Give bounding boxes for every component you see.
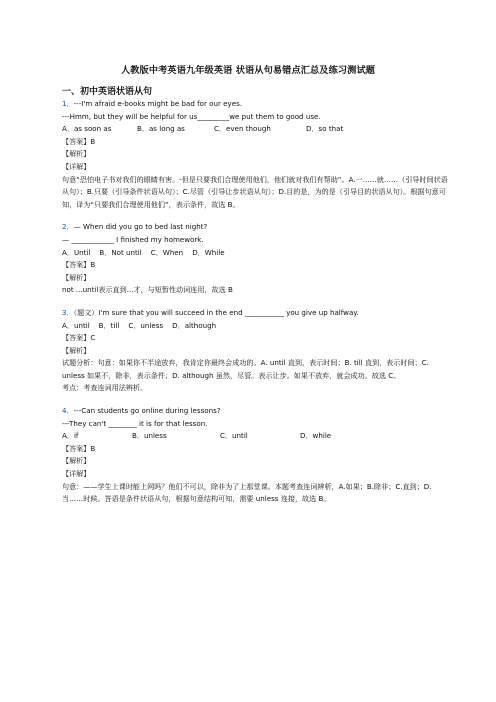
options-row — [62, 430, 452, 443]
question-stem: ---Hmm, but they will be helpful for us_________we put them to good use. — [62, 111, 321, 121]
question-number: 3． — [62, 307, 74, 317]
options-row: A．until B．till C．unless D．although — [62, 320, 217, 330]
option-b: B．unless — [132, 431, 167, 441]
option-d: D．so that — [306, 124, 344, 134]
question-number: 1． — [62, 99, 74, 108]
question-4 — [62, 405, 452, 506]
section-heading: 一、初中英语状语从句 — [62, 87, 153, 97]
explanation-text: not ...until表示直到...才，与短暂性动词连用，故选 B — [62, 285, 233, 295]
option-c: C．even though — [214, 124, 271, 134]
exam-point: 考点：考查连词用法辨析。 — [62, 383, 148, 393]
question-stem: （题文）I'm sure that you will succeed in the end ___________ you give up halfway. — [73, 307, 359, 317]
analysis-label: 【解析】 — [62, 345, 91, 355]
answer-label: 【答案】B — [62, 260, 96, 270]
option-a: A．as soon as — [62, 124, 112, 134]
question-number: 4． — [62, 406, 74, 416]
analysis-label: 【解析】 — [62, 272, 91, 282]
question-stem: ---They can't ________ it is for that lesson. — [62, 418, 208, 428]
options-row — [62, 123, 452, 136]
explanation-text: 句意“恐怕电子书对我们的眼睛有害。-但是只要我们合理使用他们，他们就对我们有帮助”。A.一……就……（引导时间状语从句）；B.只要（引导条件状语从句）；C.尽管（引导让步状语从句）；D.目的是，为的是（引导目的状语从句）。根据句意可知，译为“只要我们合理使用他们”，表示条件，故选 B。 — [62, 174, 448, 209]
question-3 — [62, 307, 452, 395]
option-b: B．as long as — [137, 124, 185, 134]
explanation-text: 句意：——学生上课时能上网吗？他们不可以，除非为了上那堂课。本题考查连词辨析，A.如果；B.除非；C.直到；D.当……时候。答语是条件状语从句，根据句意结构可知，需要 unless 连接，故选 B。 — [62, 481, 432, 504]
question-stem: — ____________ I finished my homework. — [62, 234, 204, 244]
detail-label: 【详解】 — [62, 469, 91, 479]
question-2 — [62, 221, 452, 297]
analysis-label: 【解析】 — [62, 456, 91, 466]
question-stem: ---Can students go online during lessons? — [73, 406, 221, 416]
answer-label: 【答案】C — [62, 333, 96, 343]
question-list — [62, 98, 452, 506]
question-stem: — When did you go to bed last night? — [73, 222, 208, 232]
question-1 — [62, 98, 452, 211]
answer-label: 【答案】B — [62, 136, 96, 146]
answer-label: 【答案】B — [62, 443, 96, 453]
explanation-text: 试题分析：句意：如果你不半途放弃，我肯定你最终会成功的。A. until 直到，表示时间；B. till 直到，表示时间；C. unless 如果不，除非，表示条件；D. although 虽然，尽管。表示让步。如果不放弃，就会成功。故选 C。 — [62, 358, 429, 380]
detail-label: 【详解】 — [62, 161, 91, 171]
options-row: A．Until B．Not until C．When D．While — [62, 247, 225, 257]
question-number: 2． — [62, 222, 74, 232]
option-a: A．if — [62, 431, 79, 441]
analysis-label: 【解析】 — [62, 149, 91, 159]
option-c: C．until — [220, 431, 248, 441]
option-d: D．while — [300, 431, 332, 441]
question-stem: ---I'm afraid e-books might be bad for our eyes. — [73, 99, 243, 108]
document-title: 人教版中考英语九年级英语 状语从句易错点汇总及练习测试题 — [120, 65, 376, 76]
